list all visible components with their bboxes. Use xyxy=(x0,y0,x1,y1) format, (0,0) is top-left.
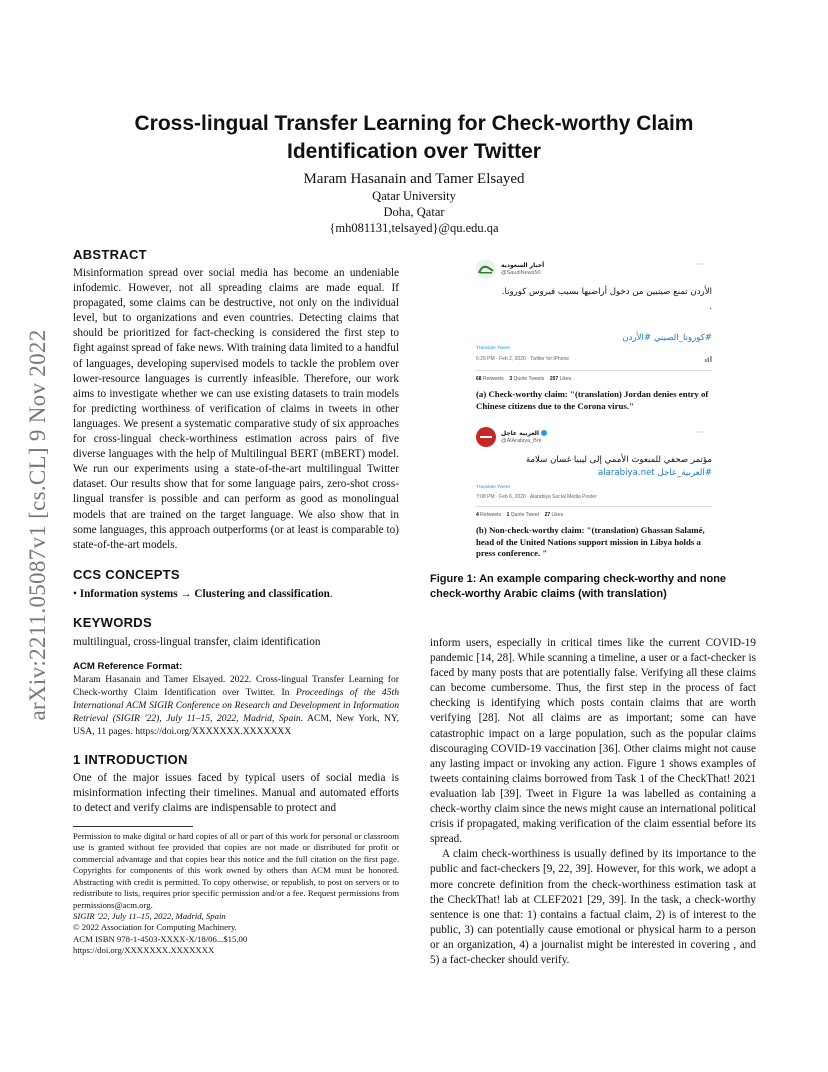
author-location: Doha, Qatar xyxy=(383,205,445,219)
verified-badge-icon xyxy=(541,430,547,436)
figure-caption: Figure 1: An example comparing check-worthy and none check-worthy Arabic claims (with translation) xyxy=(430,573,727,600)
tweet-b-handle: @AlArabiya_Brk xyxy=(501,437,542,444)
tweet-b-text: مؤتمر صحفي للمبعوث الأممي إلى ليبيا غسان سلامة xyxy=(525,455,712,465)
tweet-b-translate-link[interactable]: Translate Tweet xyxy=(476,485,510,490)
tweet-a-dot: . xyxy=(709,302,712,312)
ccs-heading: CCS CONCEPTS xyxy=(73,566,180,582)
footnote-rule xyxy=(73,826,193,827)
tweet-a-translate-link[interactable]: Translate Tweet xyxy=(476,346,510,351)
intro-right-paragraph-2: A claim check-worthiness is usually defined by its importance to the public and fact-checkers [9, 22, 39]. However, for this work, we adopt a more concrete definition from the check-worthiness estimation task at the CheckThat! lab at CLEF2021 [29, 39]. In the task, a check-worthy sentence is one that: 1) contains a factual claim, 2) is of interest to the public, 3) can potentially cause emotional or physical harm to a person or an organization, 4) a journalist might be interested in covering , and 5) a fact-checker should verify. xyxy=(430,848,756,966)
intro-left-text: One of the major issues faced by typical users of social media is misinformation infecting their timelines. Manual and automated efforts to detect and verify claims are indispensable to protect and xyxy=(73,771,399,814)
tweet-b-timestamp: 7:08 PM · Feb 6, 2020 · Alarabiya Social Media Poster xyxy=(476,494,597,500)
arxiv-stamp xyxy=(18,290,58,760)
tweet-b-name: العربية عاجل xyxy=(501,430,547,438)
acm-ref-heading: ACM Reference Format: xyxy=(73,660,183,672)
tweet-a-text: الأردن تمنع صينيين من دخول أراضيها بسبب فيروس كورونا. xyxy=(501,287,712,297)
tweet-b-divider xyxy=(476,506,712,507)
tweet-b xyxy=(476,426,712,519)
tweet-a-name: أخبار السعودية xyxy=(501,261,545,269)
footnote-isbn: ACM ISBN 978-1-4503-XXXX-X/18/06...$15.00 xyxy=(73,933,248,944)
footnote-copyright: © 2022 Association for Computing Machinery. xyxy=(73,922,237,933)
tweet-a xyxy=(476,258,712,383)
right-column xyxy=(430,636,756,968)
author-names: Maram Hasanain and Tamer Elsayed xyxy=(303,171,525,187)
tweet-a-meta xyxy=(476,356,712,365)
tweet-a-header xyxy=(476,258,712,280)
left-column xyxy=(73,246,399,957)
acm-ref-text: Maram Hasanain and Tamer Elsayed. 2022. Cross-lingual Transfer Learning for Check-worthy Claim Identification over Twitter. In Proceedings of the 45th International ACM SIGIR Conference on Research and Development in Information Retrieval (SIGIR '22), July 11–15, 2022, Madrid, Spain. ACM, New York, NY, USA, 11 pages. https://doi.org/XXXXXXX.XXXXXXX xyxy=(73,673,399,737)
ccs-term: Information systems → Clustering and classification xyxy=(79,587,330,600)
ccs-bullet: • xyxy=(73,587,77,600)
tweet-a-handle: @SaudiNews50 xyxy=(501,269,541,276)
ccs-concepts xyxy=(73,587,399,602)
saudi-news-logo-icon xyxy=(476,259,496,279)
intro-heading: 1 INTRODUCTION xyxy=(73,751,188,767)
author-email: {mh081131,telsayed}@qu.edu.qa xyxy=(329,221,499,235)
more-options-icon[interactable]: ··· xyxy=(696,260,704,269)
alarabiya-logo-icon xyxy=(476,427,496,447)
keywords-text: multilingual, cross-lingual transfer, claim identification xyxy=(73,635,321,648)
figure-1 xyxy=(476,258,712,560)
more-options-icon[interactable]: ··· xyxy=(696,428,704,437)
author-affiliation: Qatar University xyxy=(372,189,456,203)
analytics-icon[interactable] xyxy=(705,356,712,365)
abstract-text: Misinformation spread over social media has become an undeniable infodemic. However, not all spreading claims are made equal. If propagated, some claims can be destructive, not only on the individual level, but to organizations and even countries. Detecting claims that should be prioritized for fact-checking is considered the first step to fight against spread of fake news. With training data limited to a handful of languages, developing supervised models to tackle the problem over lower-resource languages is currently infeasible. Therefore, our work aims to investigate whether we can use existing datasets to train models for predicting worthiness of verification of claims in tweets in other languages. We present a systematic comparative study of six approaches for cross-lingual check-worthiness estimation across pairs of five diverse languages with the help of Multilingual BERT (mBERT) model. We run our experiments using a state-of-the-art multilingual Twitter dataset. Our results show that for some language pairs, zero-shot cross-lingual transfer is possible and can perform as good as monolingual models that are trained on the target language. We also show that in some languages, this approach outperforms (or at least is comparable to) state-of-the-art models. xyxy=(73,267,399,551)
tweet-a-stats: 68 Retweets 3 Quote Tweets 207 Likes xyxy=(476,376,572,382)
tweet-b-header xyxy=(476,426,712,448)
arxiv-id: arXiv:2211.05087v1 [cs.CL] 9 Nov 2022 xyxy=(25,329,50,721)
subcaption-a: (a) Check-worthy claim: "(translation) Jordan denies entry of Chinese citizens due to the Corona virus." xyxy=(476,389,709,411)
tweet-b-hashtags[interactable]: #العربية_عاجل alarabiya.net xyxy=(597,468,712,478)
abstract-heading: ABSTRACT xyxy=(73,247,147,262)
tweet-b-meta xyxy=(476,494,712,501)
footnote-permission: Permission to make digital or hard copies of all or part of this work for personal or classroom use is granted without fee provided that copies are not made or distributed for profit or commercial advantage and that copies bear this notice and the full citation on the first page. Copyrights for components of this work owned by others than ACM must be honored. Abstracting with credit is permitted. To copy otherwise, or republish, to post on servers or to redistribute to lists, requires prior specific permission and/or a fee. Request permissions from permissions@acm.org. xyxy=(73,831,399,910)
ccs-period: . xyxy=(329,587,333,600)
footnote-venue: SIGIR '22, July 11–15, 2022, Madrid, Spain xyxy=(73,910,226,921)
subcaption-b: (b) Non-check-worthy claim: "(translation) Ghassan Salamé, head of the United Nations support mission in Libya holds a press conference. " xyxy=(476,525,705,558)
tweet-b-stats: 4 Retweets 1 Quote Tweet 27 Likes xyxy=(476,512,564,518)
author-block xyxy=(90,170,738,236)
intro-right-paragraph-1: inform users, especially in critical times like the current COVID-19 pandemic [14, 28]. While scanning a timeline, a user or a fact-checker is faced by many posts that are potentially false. Verifying all these claims can become cumbersome. Thus, the first step in the process of fact checking is identifying which posts contain claims that are worth verifying [28]. Not all claims are as important; some can have catastrophic impact on a large population, such as the popular claims discouraging COVID-19 vaccination [36]. Other claims might not cause any lasting impact or invoking any action. Figure 1 shows examples of tweets containing claims borrowed from Task 1 of the CheckThat! 2021 evaluation lab [39]. Tweet in Figure 1a was labelled as containing a check-worthy claim since the news might cause an international political crisis if propagated, making verification of the claim essential before its spread. xyxy=(430,637,756,846)
keywords-heading: KEYWORDS xyxy=(73,614,152,630)
footnote-doi: https://doi.org/XXXXXXX.XXXXXXX xyxy=(73,945,215,956)
tweet-a-timestamp: 6:29 PM · Feb 2, 2020 · Twitter for iPhone xyxy=(476,356,570,362)
paper-title: Cross-lingual Transfer Learning for Check-worthy Claim Identification over Twitter xyxy=(134,112,694,163)
tweet-a-hashtags[interactable]: #كورونا_الصيني #الأردن xyxy=(622,333,712,343)
tweet-a-divider xyxy=(476,370,712,371)
